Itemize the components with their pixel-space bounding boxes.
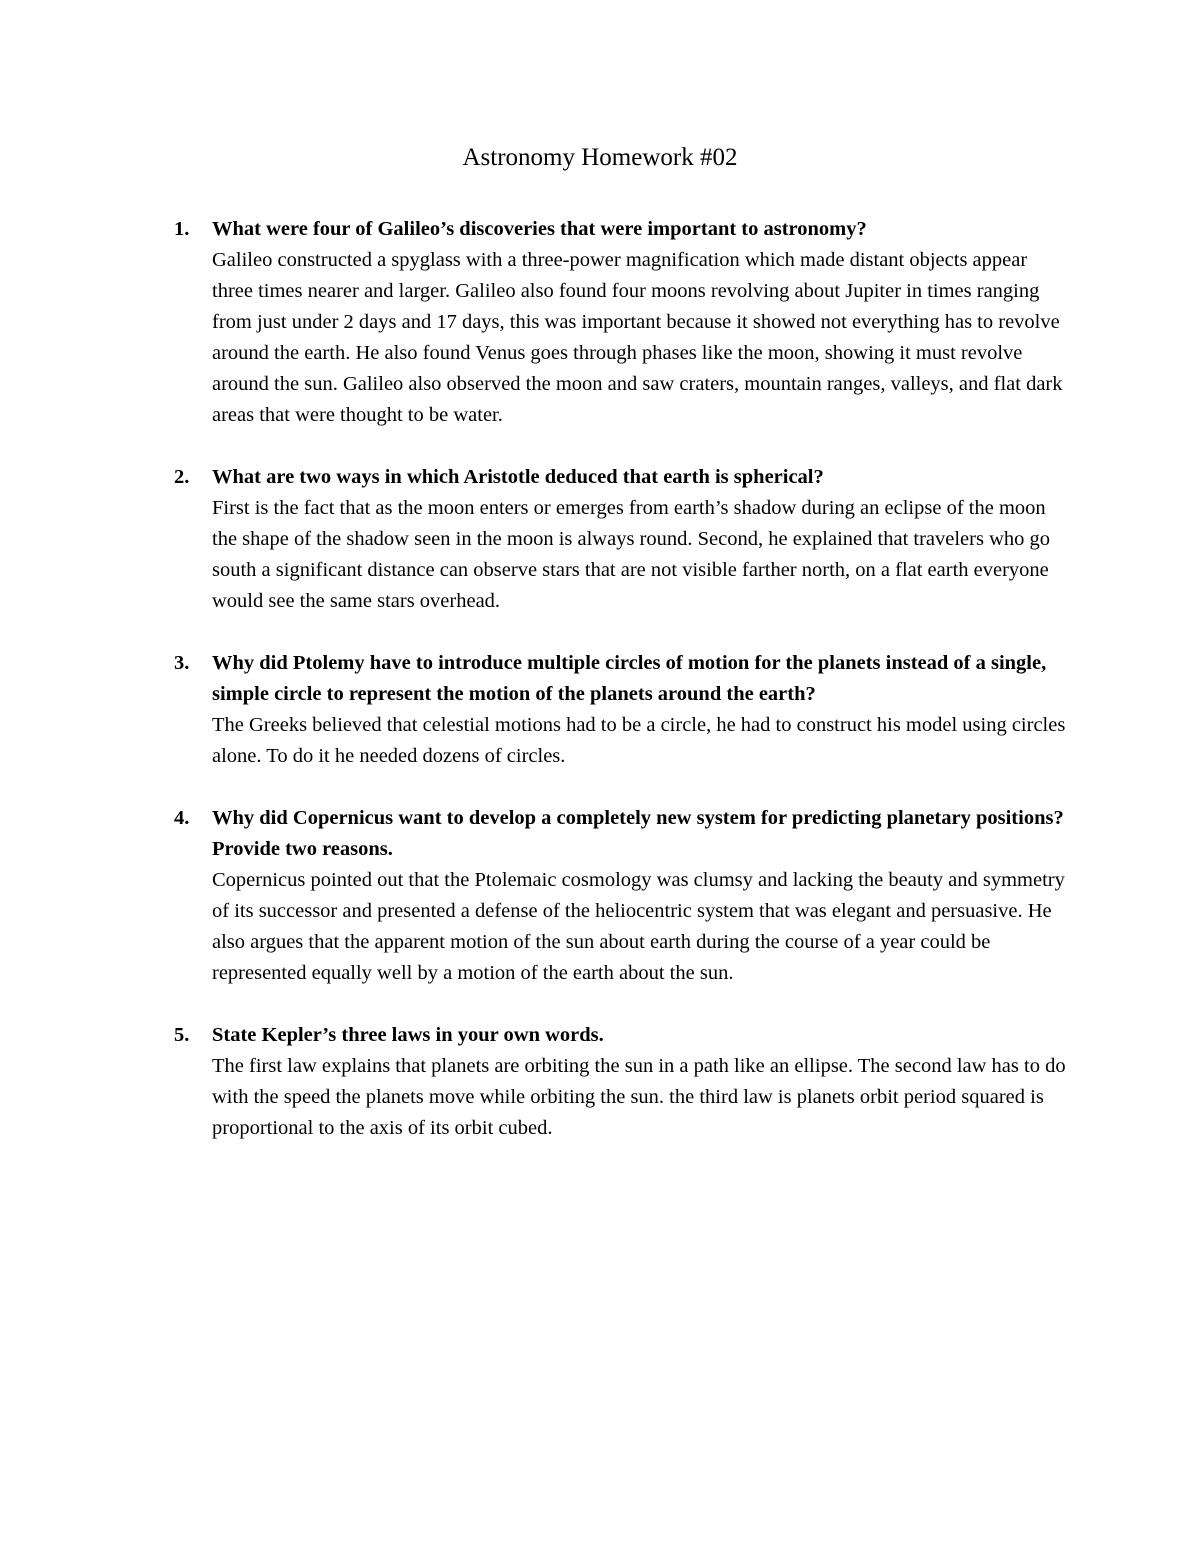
question-item-4	[174, 803, 1072, 989]
answer-text: Copernicus pointed out that the Ptolemaic cosmology was clumsy and lacking the beauty and symmetry of its successor and presented a defense of the heliocentric system that was elegant and persuasive. He also argues that the apparent motion of the sun about earth during the course of a year could be represented equally well by a motion of the earth about the sun.	[212, 869, 1065, 984]
question-number: 4.	[174, 807, 190, 829]
question-text: Why did Ptolemy have to introduce multiple circles of motion for the planets instead of a single, simple circle to represent the motion of the planets around the earth?	[212, 652, 1047, 705]
question-number: 2.	[174, 466, 190, 488]
question-item-2	[174, 462, 1072, 617]
question-item-5	[174, 1020, 1072, 1144]
question-item-3	[174, 648, 1072, 772]
question-number: 5.	[174, 1024, 190, 1046]
question-text: State Kepler’s three laws in your own words.	[212, 1024, 604, 1046]
answer-text: First is the fact that as the moon enters or emerges from earth’s shadow during an eclipse of the moon the shape of the shadow seen in the moon is always round. Second, he explained that travelers who go south a significant distance can observe stars that are not visible farther north, on a flat earth everyone would see the same stars overhead.	[212, 497, 1051, 612]
question-text: What are two ways in which Aristotle deduced that earth is spherical?	[212, 466, 824, 488]
question-text: Why did Copernicus want to develop a completely new system for predicting planetary positions? Provide two reasons.	[212, 807, 1064, 860]
question-text: What were four of Galileo’s discoveries that were important to astronomy?	[212, 218, 867, 240]
question-number: 1.	[174, 218, 190, 240]
answer-text: The first law explains that planets are orbiting the sun in a path like an ellipse. The second law has to do with the speed the planets move while orbiting the sun. the third law is planets orbit period squared is proportional to the axis of its orbit cubed.	[212, 1055, 1066, 1139]
question-number: 3.	[174, 652, 190, 674]
question-item-1	[174, 214, 1072, 431]
page-title: Astronomy Homework #02	[462, 144, 738, 171]
question-list	[174, 214, 1072, 1175]
answer-text: Galileo constructed a spyglass with a three-power magnification which made distant objects appear three times nearer and larger. Galileo also found four moons revolving about Jupiter in times ranging from just under 2 days and 17 days, this was important because it showed not everything has to revolve around the earth. He also found Venus goes through phases like the moon, showing it must revolve around the sun. Galileo also observed the moon and saw craters, mountain ranges, valleys, and flat dark areas that were thought to be water.	[212, 249, 1063, 426]
answer-text: The Greeks believed that celestial motions had to be a circle, he had to construct his model using circles alone. To do it he needed dozens of circles.	[212, 714, 1066, 767]
